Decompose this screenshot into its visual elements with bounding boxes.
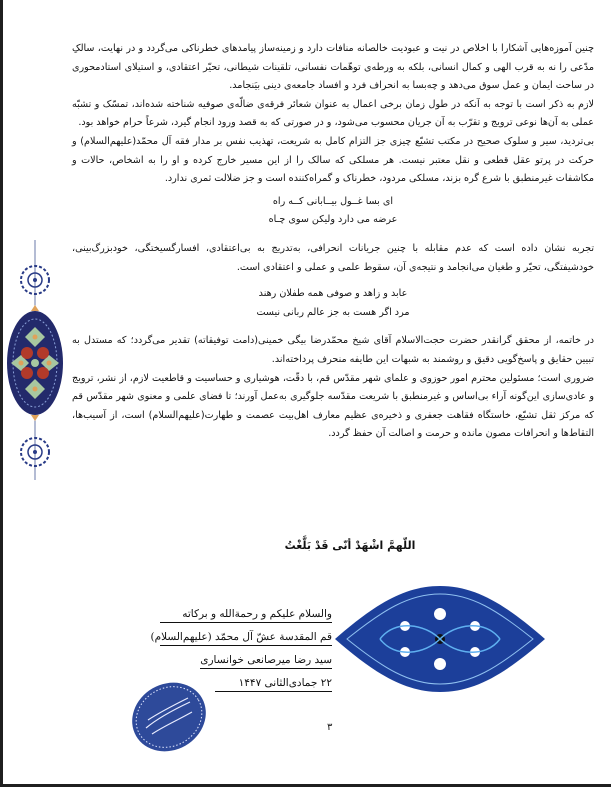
tile-ornament-icon <box>335 584 545 694</box>
signature-greeting: والسلام علیکم و رحمةالله و برکاته <box>160 606 332 623</box>
signature-name: سید رضا میرصانعی خوانساری <box>200 652 332 669</box>
letter-body <box>72 40 594 444</box>
signature-date: ۲۲ جمادی‌الثانی ۱۴۴۷ <box>215 675 332 692</box>
paragraph-2: لازم به ذکر است با توجه به آنکه در طول زمان برخی اعمال به عنوان شعائر فرقه‌ی ضالّه‌ی صوفیه شناخته شده‌اند، تمسّک و تشبّه عملی به آن‌ها نوعی ترویج و تقرّب به آن جریان محسوب می‌شود، و در صورتی که به قصد ورود انجام گیرد، شرعاً حرام خواهد بود. <box>72 98 594 129</box>
paragraph-5: در خاتمه، از محقق گرانقدر حضرت حجت‌الاسلام آقای شیخ محمّدرضا بیگی خمینی(دامت توفیقاته) تقدیر می‌گردد؛ که مستدل به تبیین حقایق و پاسخ‌گویی دقیق و روشمند به شبهات این طایفه منحرف پرداخته‌اند. <box>72 335 594 365</box>
closing-prayer: اللّهمَّ اشْهَدْ أنّی قَدْ بَلَّغْتُ <box>284 539 416 552</box>
paragraph-6: ضروری است؛ مسئولین محترم امور حوزوی و علمای شهر مقدّس قم، با دقّت، هوشیاری و حساسیت و قاطعیت لازم، از نشر، ترویج و عادی‌سازی این‌گونه آراء بی‌اساس و غیرمنطبق با شریعت مقدّسه جلوگیری به‌عمل آورند؛ تا فضای علمی و معنوی شهر مقدّس قم که مرکز ثقل تشیّع، خاستگاه فقاهت جعفری و ذخیره‌ی عظیم معارف اهل‌بیت عصمت و طهارت(علیهم‌السلام) است، از آسیب‌ها، التقاط‌ها و انحرافات مصون مانده و حرمت و اصالت آن حفظ گردد. <box>72 372 594 440</box>
paragraph-3: بی‌تردید، سیر و سلوک صحیح در مکتب تشیّع چیزی جز التزام کامل به شریعت، تهذیب نفس بر مدار فقه آل محمّد(علیهم‌السلام) و حرکت در پرتو عقل قطعی و نقل معتبر نیست. هر مسلکی که سالک را از این مسیر خارج کرده و او را به اشخاص، حالات و مکاشفات غیرمنطبق با شرع گره بزند، مسلکی مردود، خطرناک و گمراه‌کننده است و جز ضلالت ثمری ندارد. <box>72 135 594 185</box>
poem-verse-1 <box>72 193 594 230</box>
poem-line: ای بسا غــول بیــابانی کــه راه <box>272 195 394 207</box>
signature-place: قم المقدسة عشّ آل محمّد (علیهم‌السلام) <box>160 629 332 646</box>
page-frame-left <box>0 0 3 787</box>
paragraph-1: چنین آموزه‌هایی آشکارا با اخلاص در نیت و عبودیت خالصانه منافات دارد و زمینه‌ساز پیامدهای خطرناکی می‌گردد و در نهایت، سالکِ مدّعی را نه به قرب الهی و کمال انسانی، بلکه به ورطه‌ی توهّمات نفسانی، تلقینات شیطانی، تحیّر اعتقادی، و استیلای استادمحوری در ساحت ایمان و عمل سوق می‌دهد و چه‌بسا به انحراف فرد و افساد جامعه‌ی دینی بیَنجامد. <box>72 43 594 92</box>
center-medallion <box>7 305 63 421</box>
page-number: ۳ <box>327 722 333 733</box>
poem-line: عابد و زاهد و صوفی همه طفلان رهند <box>258 288 408 300</box>
poem-line: عرضه می دارد ولیکن سوی چـاه <box>268 214 398 226</box>
paragraph-4: تجربه نشان داده است که عدم مقابله با چنین جریانات انحرافی، به‌تدریج به بی‌اعتقادی، افسارگسیختگی، خودبزرگ‌بینی، خودشیفتگی، تحیّر و طغیان می‌انجامد و نتیجه‌ی آن، سقوط علمی و عملی و اعتقادی است. <box>72 242 594 273</box>
poem-line: مرد اگر هست به جز عالم ربانی نیست <box>256 306 410 318</box>
poem-verse-2 <box>72 285 594 322</box>
side-ornament-icon <box>5 240 65 480</box>
seal-stamp-icon <box>128 680 210 754</box>
